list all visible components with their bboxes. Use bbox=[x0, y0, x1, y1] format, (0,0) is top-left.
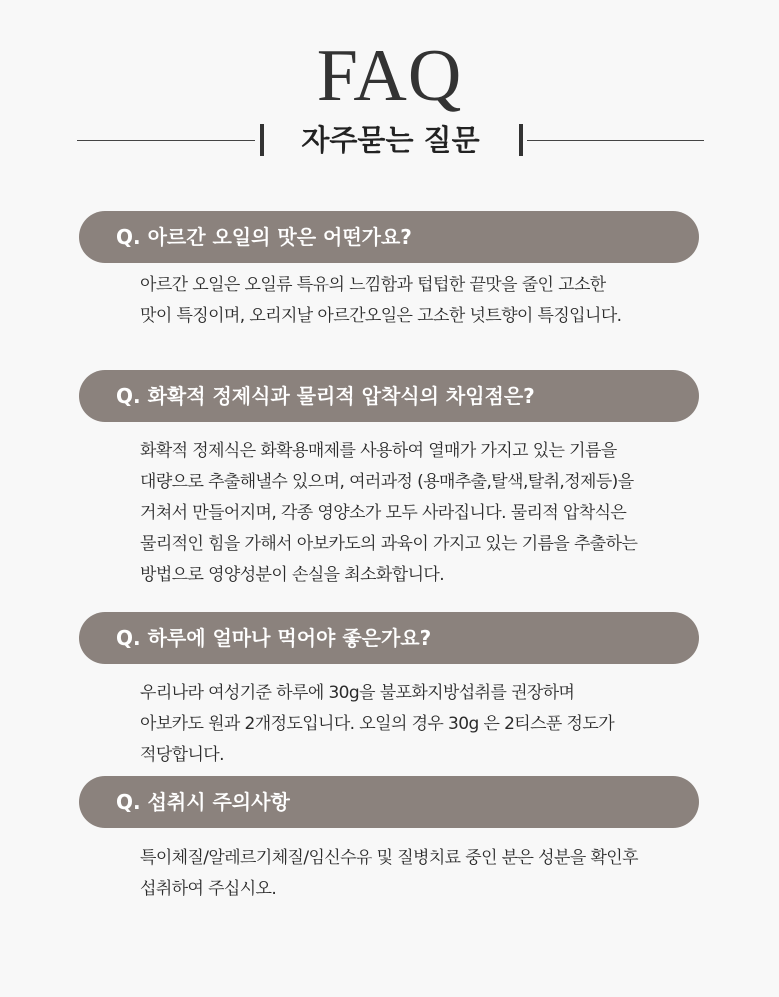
answer-line: 적당합니다. bbox=[140, 745, 224, 765]
answer-line: 아보카도 원과 2개정도입니다. 오일의 경우 30g 은 2티스푼 정도가 bbox=[140, 714, 615, 734]
divider-right bbox=[527, 140, 704, 141]
answer-line: 방법으로 영양성분이 손실을 최소화합니다. bbox=[140, 565, 445, 585]
subtitle-bar-right bbox=[519, 124, 523, 156]
faq-question-3: Q. 하루에 얼마나 먹어야 좋은가요? bbox=[79, 612, 699, 664]
subtitle-bar-left bbox=[260, 124, 264, 156]
faq-answer-4 bbox=[140, 843, 710, 905]
answer-line: 화확적 정제식은 화확용매제를 사용하여 열매가 가지고 있는 기름을 bbox=[140, 441, 617, 461]
faq-answer-1 bbox=[140, 270, 710, 332]
answer-line: 우리나라 여성기준 하루에 30g을 불포화지방섭취를 권장하며 bbox=[140, 683, 575, 703]
faq-question-2: Q. 화확적 정제식과 물리적 압착식의 차임점은? bbox=[79, 370, 699, 422]
section-subtitle: 자주묻는 질문 bbox=[301, 123, 480, 157]
page-title: FAQ bbox=[316, 35, 463, 117]
faq-question-4: Q. 섭취시 주의사항 bbox=[79, 776, 699, 828]
answer-line: 대량으로 추출해낼수 있으며, 여러과정 (용매추출,탈색,탈취,정제등)을 bbox=[140, 472, 634, 492]
answer-line: 거쳐서 만들어지며, 각종 영양소가 모두 사라집니다. 물리적 압착식은 bbox=[140, 503, 627, 523]
answer-line: 특이체질/알레르기체질/임신수유 및 질병치료 중인 분은 성분을 확인후 bbox=[140, 848, 638, 868]
subtitle-row bbox=[77, 118, 704, 162]
answer-line: 맛이 특징이며, 오리지날 아르간오일은 고소한 넛트향이 특징입니다. bbox=[140, 306, 622, 326]
answer-line: 섭취하여 주십시오. bbox=[140, 879, 277, 899]
answer-line: 물리적인 힘을 가해서 아보카도의 과육이 가지고 있는 기름을 추출하는 bbox=[140, 534, 638, 554]
faq-answer-2 bbox=[140, 436, 710, 591]
faq-answer-3 bbox=[140, 678, 710, 771]
faq-question-1: Q. 아르간 오일의 맛은 어떤가요? bbox=[79, 211, 699, 263]
answer-line: 아르간 오일은 오일류 특유의 느낌함과 텁텁한 끝맛을 줄인 고소한 bbox=[140, 275, 606, 295]
divider-left bbox=[77, 140, 255, 141]
